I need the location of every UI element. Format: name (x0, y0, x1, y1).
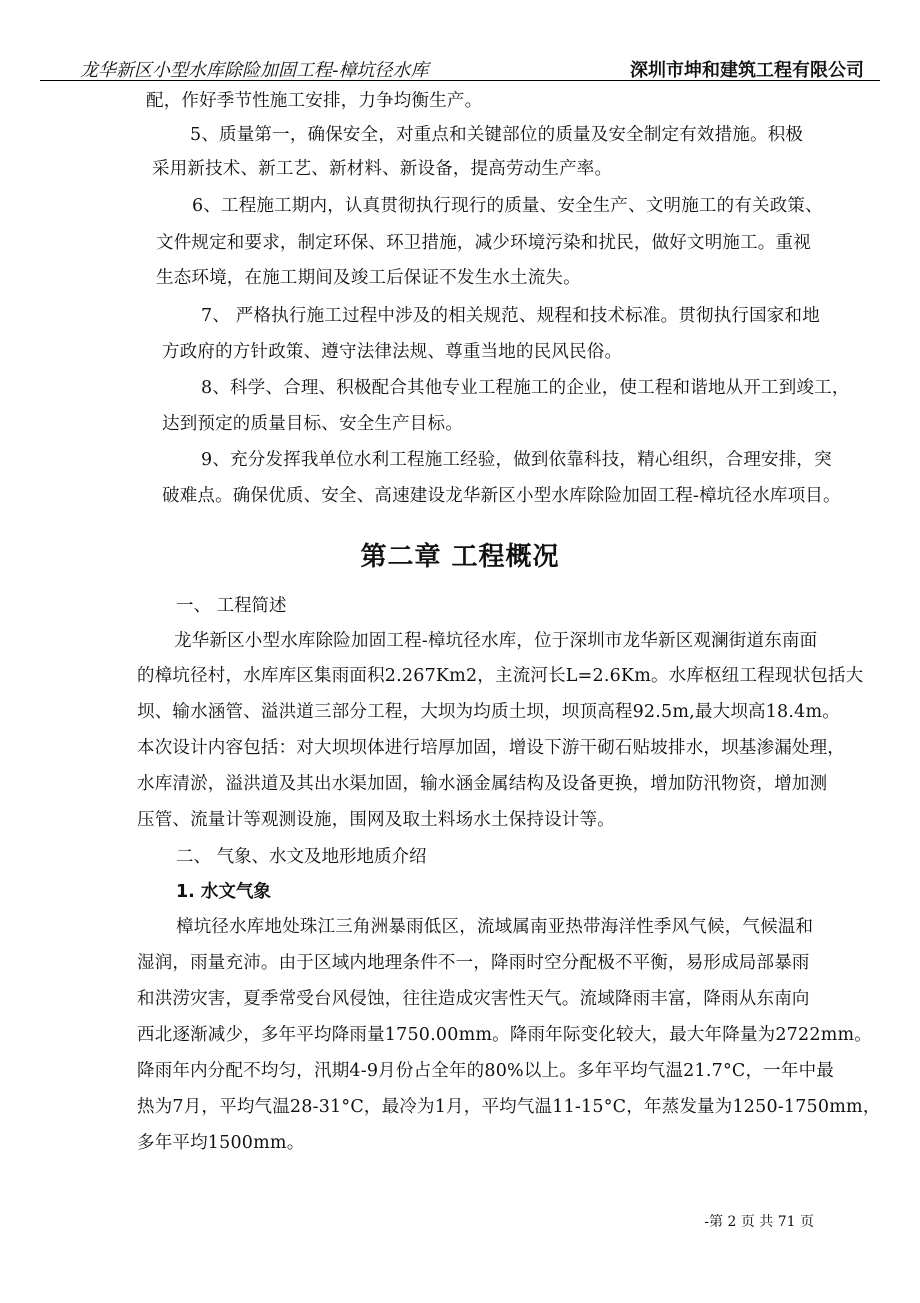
chapter-title: 第二章 工程概况 (360, 542, 560, 572)
text-line: 9、充分发挥我单位水利工程施工经验，做到依靠科技，精心组织，合理安排，突 (201, 450, 832, 470)
text-line: 7、 严格执行施工过程中涉及的相关规范、规程和技术标准。贯彻执行国家和地 (201, 306, 820, 326)
text-line: 的樟坑径村，水库库区集雨面积2.267Km2，主流河长L=2.6Km。水库枢纽工程现状包括大 (137, 666, 864, 686)
text-line: 生态环境，在施工期间及竣工后保证不发生水土流失。 (156, 268, 581, 288)
text-line: 8、科学、合理、积极配合其他专业工程施工的企业，使工程和谐地从开工到竣工， (201, 378, 850, 398)
section-heading-hydrology: 二、 气象、水文及地形地质介绍 (176, 847, 427, 867)
text-line: 达到预定的质量目标、安全生产目标。 (162, 414, 463, 434)
text-line: 本次设计内容包括：对大坝坝体进行培厚加固，增设下游干砌石贴坡排水，坝基渗漏处理， (137, 738, 845, 758)
text-line: 5、质量第一，确保安全，对重点和关键部位的质量及安全制定有效措施。积极 (190, 125, 804, 145)
page-number: -第 2 页 共 71 页 (704, 1214, 814, 1230)
text-line: 配，作好季节性施工安排，力争均衡生产。 (146, 91, 483, 111)
header-company-name: 深圳市坤和建筑工程有限公司 (630, 60, 864, 81)
text-line: 文件规定和要求，制定环保、环卫措施，减少环境污染和扰民，做好文明施工。重视 (156, 233, 811, 253)
text-line: 热为7月，平均气温28-31°C，最冷为1月，平均气温11-15°C，年蒸发量为1250-1750mm， (137, 1097, 881, 1117)
text-line: 龙华新区小型水库除险加固工程-樟坑径水库，位于深圳市龙华新区观澜街道东南面 (174, 631, 818, 651)
header-divider (40, 80, 880, 81)
text-line: 西北逐渐减少，多年平均降雨量1750.00mm。降雨年际变化较大，最大年降量为2722mm。 (137, 1025, 872, 1045)
text-line: 采用新技术、新工艺、新材料、新设备，提高劳动生产率。 (152, 159, 613, 179)
text-line: 坝、输水涵管、溢洪道三部分工程，大坝为均质土坝，坝顶高程92.5m,最大坝高18.4m。 (137, 702, 840, 722)
text-line: 压管、流量计等观测设施，围网及取土料场水土保持设计等。 (137, 810, 615, 830)
text-line: 方政府的方针政策、遵守法律法规、尊重当地的民风民俗。 (162, 342, 623, 362)
text-line: 和洪涝灾害，夏季常受台风侵蚀，往往造成灾害性天气。流域降雨丰富，降雨从东南向 (137, 989, 810, 1009)
section-heading-overview: 一、 工程简述 (176, 596, 287, 616)
text-line: 降雨年内分配不均匀，汛期4-9月份占全年的80%以上。多年平均气温21.7°C，一年中最 (137, 1061, 834, 1081)
subsection-heading-climate: 1. 水文气象 (176, 882, 271, 902)
header-project-title: 龙华新区小型水库除险加固工程-樟坑径水库 (80, 60, 429, 81)
text-line: 樟坑径水库地处珠江三角洲暴雨低区，流域属南亚热带海洋性季风气候，气候温和 (176, 917, 814, 937)
text-line: 水库清淤，溢洪道及其出水渠加固，输水涵金属结构及设备更换，增加防汛物资，增加测 (137, 774, 828, 794)
text-line: 多年平均1500mm。 (137, 1133, 305, 1153)
text-line: 破难点。确保优质、安全、高速建设龙华新区小型水库除险加固工程-樟坑径水库项目。 (162, 486, 841, 506)
page-header (40, 54, 880, 80)
text-line: 6、工程施工期内，认真贯彻执行现行的质量、安全生产、文明施工的有关政策、 (192, 196, 823, 216)
text-line: 湿润，雨量充沛。由于区域内地理条件不一，降雨时空分配极不平衡，易形成局部暴雨 (137, 953, 810, 973)
